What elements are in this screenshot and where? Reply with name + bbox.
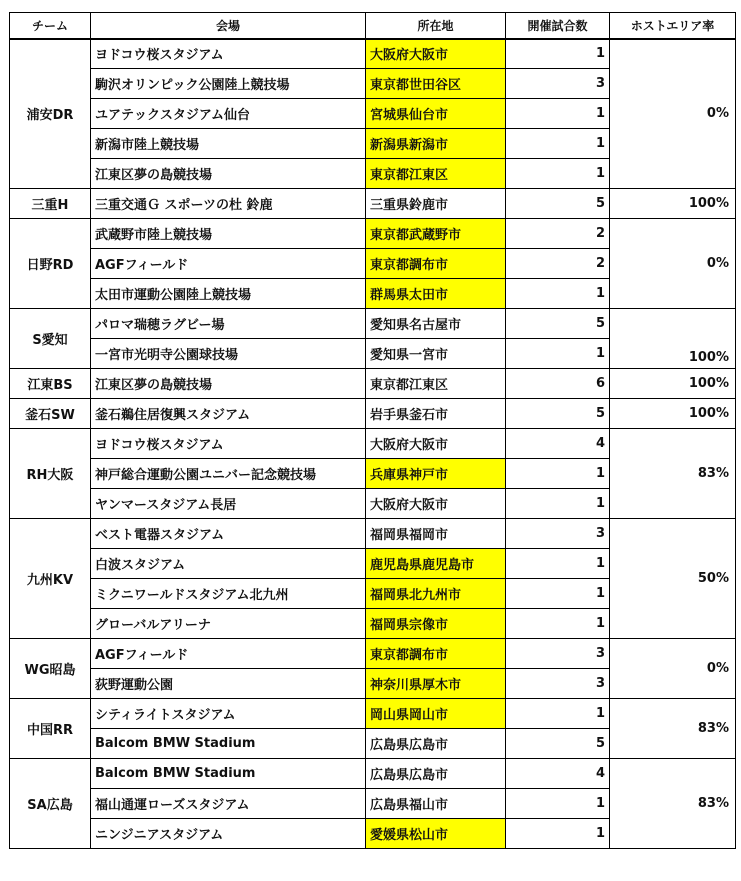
table-row <box>10 219 736 249</box>
venue-cell[interactable]: AGFフィールド <box>91 639 366 669</box>
location-cell[interactable]: 岩手県釜石市 <box>366 399 506 429</box>
matches-cell[interactable]: 2 <box>506 219 610 249</box>
matches-cell[interactable]: 1 <box>506 549 610 579</box>
venue-cell[interactable]: 白波スタジアム <box>91 549 366 579</box>
table-row <box>10 399 736 429</box>
matches-cell[interactable]: 1 <box>506 579 610 609</box>
matches-cell[interactable]: 3 <box>506 669 610 699</box>
table-row <box>10 519 736 549</box>
venue-cell[interactable]: 新潟市陸上競技場 <box>91 129 366 159</box>
table-row <box>10 759 736 789</box>
venue-cell[interactable]: 江東区夢の島競技場 <box>91 159 366 189</box>
location-cell[interactable]: 宮城県仙台市 <box>366 99 506 129</box>
team-cell[interactable]: RH大阪 <box>10 429 91 519</box>
matches-cell[interactable]: 4 <box>506 429 610 459</box>
matches-cell[interactable]: 1 <box>506 339 610 369</box>
team-cell[interactable]: 日野RD <box>10 219 91 309</box>
location-cell[interactable]: 広島県福山市 <box>366 789 506 819</box>
matches-cell[interactable]: 2 <box>506 249 610 279</box>
location-cell[interactable]: 広島県広島市 <box>366 759 506 789</box>
venue-cell[interactable]: Balcom BMW Stadium <box>91 759 366 789</box>
matches-cell[interactable]: 5 <box>506 729 610 759</box>
matches-cell[interactable]: 5 <box>506 189 610 219</box>
location-cell[interactable]: 愛知県一宮市 <box>366 339 506 369</box>
team-cell[interactable]: S愛知 <box>10 309 91 369</box>
home-rate-cell[interactable]: 83% <box>610 759 736 849</box>
matches-cell[interactable]: 1 <box>506 489 610 519</box>
venue-cell[interactable]: 神戸総合運動公園ユニバー記念競技場 <box>91 459 366 489</box>
matches-cell[interactable]: 1 <box>506 819 610 849</box>
team-cell[interactable]: 中国RR <box>10 699 91 759</box>
location-cell[interactable]: 鹿児島県鹿児島市 <box>366 549 506 579</box>
table-row <box>10 429 736 459</box>
location-cell[interactable]: 三重県鈴鹿市 <box>366 189 506 219</box>
matches-cell[interactable]: 5 <box>506 309 610 339</box>
venue-table <box>9 12 736 849</box>
matches-cell[interactable]: 1 <box>506 789 610 819</box>
venue-cell[interactable]: ミクニワールドスタジアム北九州 <box>91 579 366 609</box>
home-rate-cell[interactable]: 83% <box>610 699 736 759</box>
matches-cell[interactable]: 3 <box>506 69 610 99</box>
location-cell[interactable]: 東京都調布市 <box>366 639 506 669</box>
team-cell[interactable]: WG昭島 <box>10 639 91 699</box>
location-cell[interactable]: 福岡県北九州市 <box>366 579 506 609</box>
location-cell[interactable]: 福岡県福岡市 <box>366 519 506 549</box>
matches-cell[interactable]: 4 <box>506 759 610 789</box>
location-cell[interactable]: 大阪府大阪市 <box>366 39 506 69</box>
venue-cell[interactable]: 釜石鵜住居復興スタジアム <box>91 399 366 429</box>
team-cell[interactable]: 三重H <box>10 189 91 219</box>
location-cell[interactable]: 福岡県宗像市 <box>366 609 506 639</box>
venue-cell[interactable]: ヨドコウ桜スタジアム <box>91 429 366 459</box>
team-cell[interactable]: 江東BS <box>10 369 91 399</box>
venue-cell[interactable]: 一宮市光明寺公園球技場 <box>91 339 366 369</box>
matches-cell[interactable]: 3 <box>506 519 610 549</box>
location-cell[interactable]: 大阪府大阪市 <box>366 429 506 459</box>
location-cell[interactable]: 兵庫県神戸市 <box>366 459 506 489</box>
team-cell[interactable]: SA広島 <box>10 759 91 849</box>
location-cell[interactable]: 東京都世田谷区 <box>366 69 506 99</box>
home-rate-cell[interactable]: 0% <box>610 39 736 189</box>
table-row <box>10 639 736 669</box>
matches-cell[interactable]: 1 <box>506 39 610 69</box>
venue-cell[interactable]: AGFフィールド <box>91 249 366 279</box>
table-body <box>10 39 736 849</box>
home-rate-cell[interactable]: 0% <box>610 639 736 699</box>
matches-cell[interactable]: 1 <box>506 609 610 639</box>
matches-cell[interactable]: 1 <box>506 159 610 189</box>
venue-cell[interactable]: 駒沢オリンピック公園陸上競技場 <box>91 69 366 99</box>
home-rate-cell[interactable]: 100% <box>610 369 736 399</box>
table-row <box>10 189 736 219</box>
location-cell[interactable]: 新潟県新潟市 <box>366 129 506 159</box>
venue-cell[interactable]: 江東区夢の島競技場 <box>91 369 366 399</box>
venue-cell[interactable]: ユアテックスタジアム仙台 <box>91 99 366 129</box>
home-rate-cell[interactable]: 0% <box>610 219 736 309</box>
team-cell[interactable]: 浦安DR <box>10 39 91 189</box>
location-cell[interactable]: 東京都武蔵野市 <box>366 219 506 249</box>
location-cell[interactable]: 愛知県名古屋市 <box>366 309 506 339</box>
matches-cell[interactable]: 1 <box>506 99 610 129</box>
location-cell[interactable]: 東京都江東区 <box>366 159 506 189</box>
location-cell[interactable]: 群馬県太田市 <box>366 279 506 309</box>
table-row <box>10 369 736 399</box>
venue-cell[interactable]: シティライトスタジアム <box>91 699 366 729</box>
location-cell[interactable]: 広島県広島市 <box>366 729 506 759</box>
home-rate-cell[interactable]: 100% <box>610 189 736 219</box>
header-home-rate[interactable]: ホストエリア率 <box>610 13 736 39</box>
matches-cell[interactable]: 1 <box>506 459 610 489</box>
header-venue[interactable]: 会場 <box>91 13 366 39</box>
venue-cell[interactable]: パロマ瑞穂ラグビー場 <box>91 309 366 339</box>
home-rate-cell[interactable]: 100% <box>610 309 736 369</box>
matches-cell[interactable]: 1 <box>506 699 610 729</box>
venue-cell[interactable]: 太田市運動公園陸上競技場 <box>91 279 366 309</box>
venue-cell[interactable]: ニンジニアスタジアム <box>91 819 366 849</box>
venue-cell[interactable]: ベスト電器スタジアム <box>91 519 366 549</box>
home-rate-cell[interactable]: 50% <box>610 519 736 639</box>
venue-cell[interactable]: 三重交通Ｇ スポーツの杜 鈴鹿 <box>91 189 366 219</box>
table-row <box>10 309 736 339</box>
header-row <box>10 13 736 39</box>
venue-cell[interactable]: Balcom BMW Stadium <box>91 729 366 759</box>
matches-cell[interactable]: 1 <box>506 279 610 309</box>
header-location[interactable]: 所在地 <box>366 13 506 39</box>
location-cell[interactable]: 大阪府大阪市 <box>366 489 506 519</box>
matches-cell[interactable]: 5 <box>506 399 610 429</box>
location-cell[interactable]: 岡山県岡山市 <box>366 699 506 729</box>
header-team[interactable]: チーム <box>10 13 91 39</box>
venue-cell[interactable]: 荻野運動公園 <box>91 669 366 699</box>
matches-cell[interactable]: 1 <box>506 129 610 159</box>
venue-cell[interactable]: 福山通運ローズスタジアム <box>91 789 366 819</box>
venue-cell[interactable]: ヨドコウ桜スタジアム <box>91 39 366 69</box>
team-cell[interactable]: 釜石SW <box>10 399 91 429</box>
location-cell[interactable]: 東京都江東区 <box>366 369 506 399</box>
matches-cell[interactable]: 6 <box>506 369 610 399</box>
location-cell[interactable]: 東京都調布市 <box>366 249 506 279</box>
matches-cell[interactable]: 3 <box>506 639 610 669</box>
table-row <box>10 699 736 729</box>
location-cell[interactable]: 神奈川県厚木市 <box>366 669 506 699</box>
table-row <box>10 39 736 69</box>
location-cell[interactable]: 愛媛県松山市 <box>366 819 506 849</box>
venue-cell[interactable]: 武蔵野市陸上競技場 <box>91 219 366 249</box>
home-rate-cell[interactable]: 83% <box>610 429 736 519</box>
venue-cell[interactable]: ヤンマースタジアム長居 <box>91 489 366 519</box>
home-rate-cell[interactable]: 100% <box>610 399 736 429</box>
header-matches[interactable]: 開催試合数 <box>506 13 610 39</box>
venue-cell[interactable]: グローバルアリーナ <box>91 609 366 639</box>
team-cell[interactable]: 九州KV <box>10 519 91 639</box>
